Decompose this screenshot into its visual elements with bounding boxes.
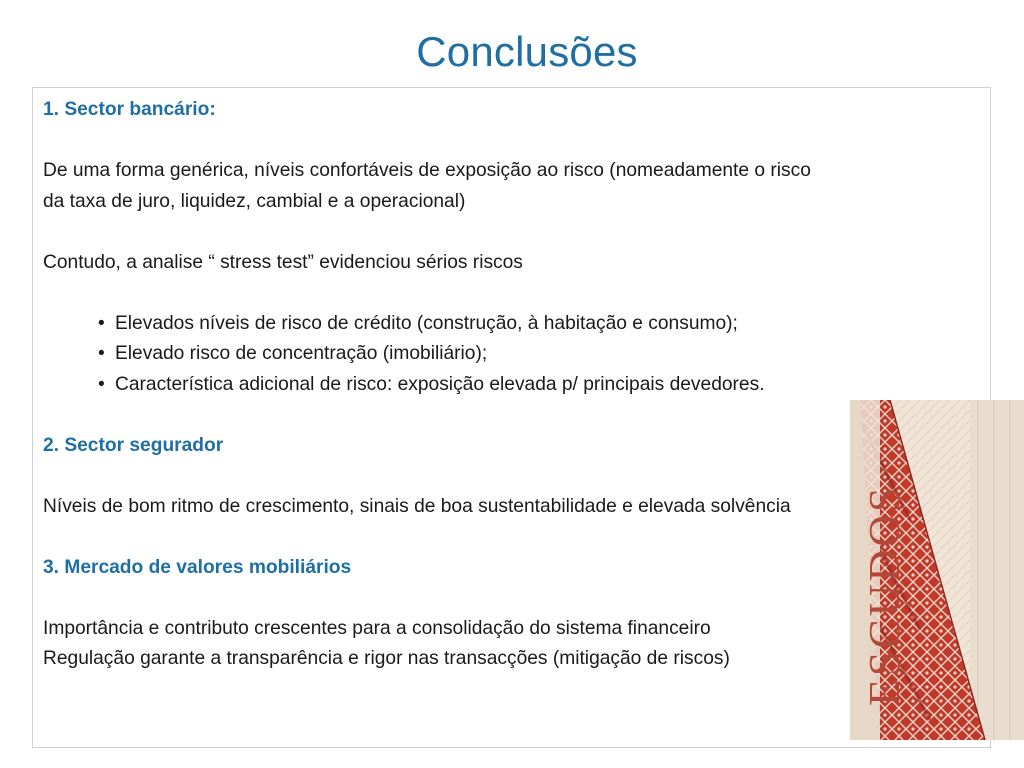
- heading-banking-sector: 1. Sector bancário:: [43, 99, 216, 120]
- spacer: [43, 278, 983, 309]
- spacer: [43, 217, 983, 248]
- spacer: [43, 400, 983, 431]
- bullet-text: Elevados níveis de risco de crédito (construção, à habitação e consumo);: [115, 312, 738, 334]
- banking-paragraph-line-1: De uma forma genérica, níveis confortáveis de exposição ao risco (nomeadamente o risco: [43, 160, 811, 181]
- banknote-text: ESCUDOS: [860, 484, 909, 706]
- bullet-icon: •: [98, 312, 105, 334]
- heading-securities-market: 3. Mercado de valores mobiliários: [43, 556, 352, 578]
- list-item: [98, 370, 983, 401]
- slide-body: [43, 95, 983, 675]
- bullet-text: Elevado risco de concentração (imobiliário);: [115, 343, 488, 364]
- stress-test-paragraph: Contudo, a analise “ stress test” evidenciou sérios riscos: [43, 251, 523, 273]
- heading-insurance-sector: 2. Sector segurador: [43, 434, 224, 456]
- bullet-icon: •: [98, 343, 105, 364]
- bullet-icon: •: [98, 373, 105, 395]
- spacer: [43, 583, 983, 614]
- list-item: [98, 339, 983, 370]
- insurance-paragraph: Níveis de bom ritmo de crescimento, sinais de boa sustentabilidade e elevada solvência: [43, 495, 791, 517]
- spacer: [43, 522, 983, 553]
- list-item: [98, 309, 983, 340]
- banking-paragraph-line-2: da taxa de juro, liquidez, cambial e a operacional): [43, 190, 466, 212]
- spacer: [43, 461, 983, 492]
- securities-line-2: Regulação garante a transparência e rigor nas transacções (mitigação de riscos): [43, 648, 730, 669]
- risk-bullet-list: [43, 309, 983, 401]
- spacer: [43, 126, 983, 157]
- slide-title: Conclusões: [416, 28, 638, 75]
- securities-line-1: Importância e contributo crescentes para a consolidação do sistema financeiro: [43, 617, 711, 639]
- bullet-text: Característica adicional de risco: exposição elevada p/ principais devedores.: [115, 373, 765, 395]
